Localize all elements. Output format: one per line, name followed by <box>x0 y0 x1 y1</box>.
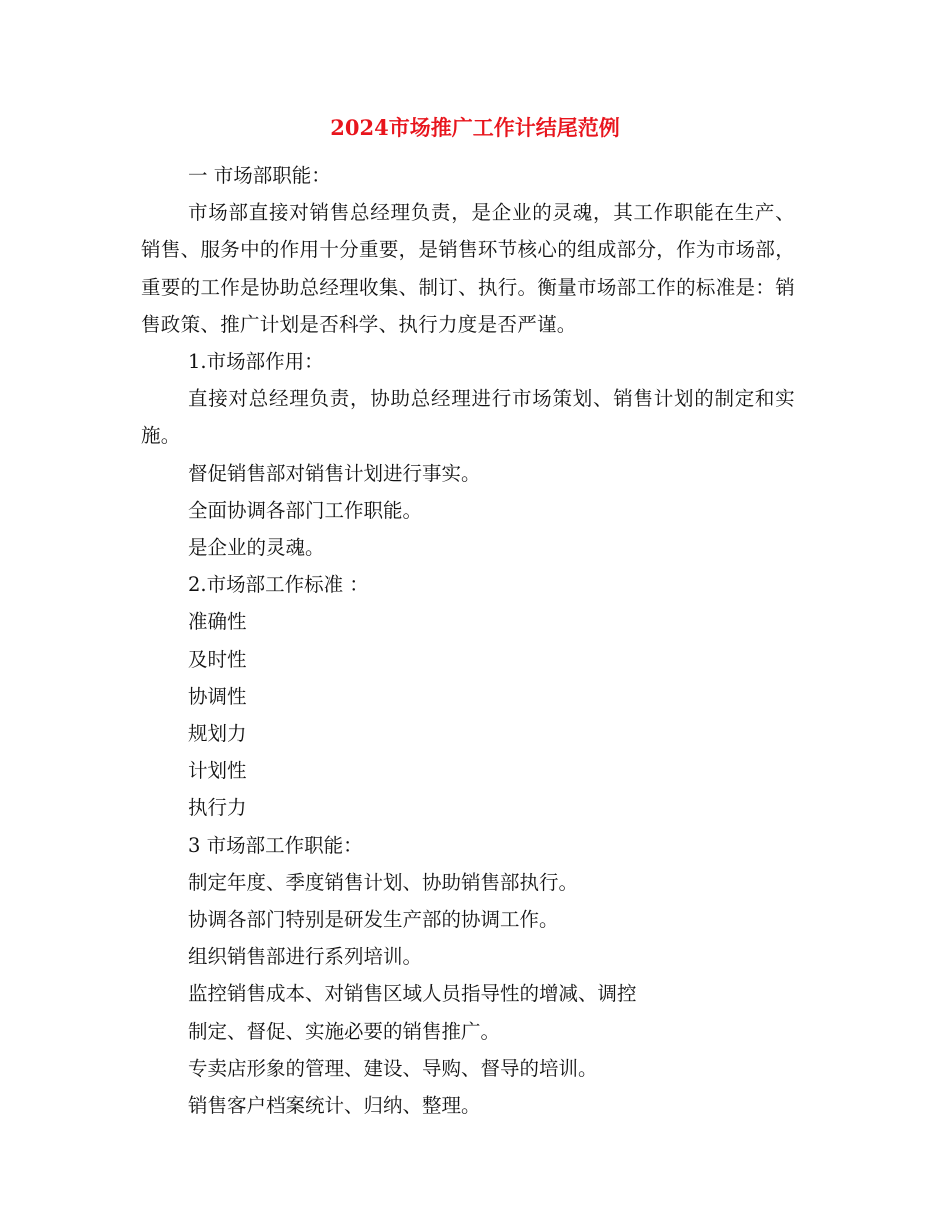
list-item: 计划性 <box>188 759 247 783</box>
list-item: 执行力 <box>188 796 247 820</box>
text-line: 是企业的灵魂。 <box>188 536 325 560</box>
document-body <box>141 157 795 1124</box>
section-heading: 一 市场部职能： <box>188 164 331 187</box>
paragraph: 直接对总经理负责，协助总经理进行市场策划、销售计划的制定和实施。 <box>141 387 795 448</box>
sub-heading: 1.市场部作用： <box>188 350 324 374</box>
list-item: 制定年度、季度销售计划、协助销售部执行。 <box>188 870 579 894</box>
text-line: 督促销售部对销售计划进行事实。 <box>188 461 481 485</box>
list-item: 组织销售部进行系列培训。 <box>188 945 423 969</box>
list-item: 规划力 <box>188 722 247 746</box>
list-item: 准确性 <box>188 610 247 634</box>
list-item: 制定、督促、实施必要的销售推广。 <box>188 1019 501 1043</box>
text-line: 全面协调各部门工作职能。 <box>188 498 423 522</box>
paragraph: 市场部直接对销售总经理负责，是企业的灵魂，其工作职能在生产、销售、服务中的作用十分重要，是销售环节核心的组成部分，作为市场部，重要的工作是协助总经理收集、制订、执行。衡量市场部工作的标准是：销售政策、推广计划是否科学、执行力度是否严谨。 <box>141 201 795 336</box>
list-item: 销售客户档案统计、归纳、整理。 <box>188 1094 481 1118</box>
list-item: 协调性 <box>188 684 247 708</box>
list-item: 监控销售成本、对销售区域人员指导性的增减、调控 <box>188 982 637 1006</box>
sub-heading: 2.市场部工作标准 ： <box>188 573 369 597</box>
list-item: 协调各部门特别是研发生产部的协调工作。 <box>188 908 559 932</box>
sub-heading: 3 市场部工作职能： <box>188 833 363 857</box>
list-item: 专卖店形象的管理、建设、导购、督导的培训。 <box>188 1056 598 1080</box>
document-title: 2024市场推广工作计结尾范例 <box>330 115 620 140</box>
list-item: 及时性 <box>188 647 247 671</box>
